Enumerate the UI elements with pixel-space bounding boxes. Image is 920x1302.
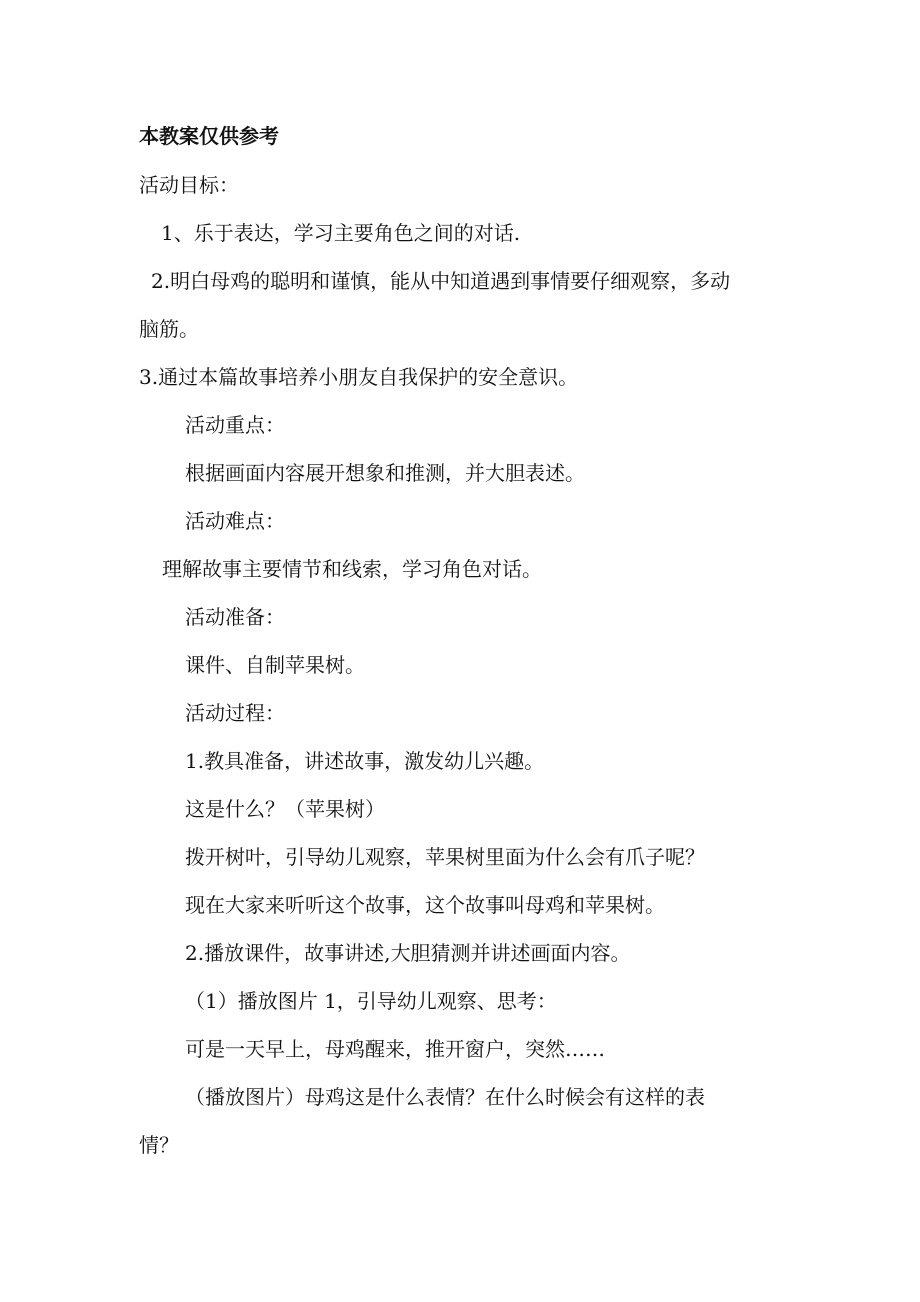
process-line: 现在大家来听听这个故事，这个故事叫母鸡和苹果树。 xyxy=(185,893,665,917)
process-line: （播放图片）母鸡这是什么表情？在什么时候会有这样的表 xyxy=(185,1085,705,1109)
process-line-continued: 情？ xyxy=(139,1133,179,1157)
process-line: 拨开树叶，引导幼儿观察，苹果树里面为什么会有爪子呢？ xyxy=(185,845,705,869)
process-substep-1: （1）播放图片 1，引导幼儿观察、思考： xyxy=(185,989,557,1013)
process-line: 可是一天早上，母鸡醒来，推开窗户，突然…… xyxy=(185,1037,605,1061)
goal-item-2-continued: 脑筋。 xyxy=(139,317,199,341)
section-heading-preparation: 活动准备： xyxy=(185,605,285,629)
difficulties-text: 理解故事主要情节和线索，学习角色对话。 xyxy=(162,557,542,581)
preparation-text: 课件、自制苹果树。 xyxy=(185,653,365,677)
key-points-text: 根据画面内容展开想象和推测，并大胆表述。 xyxy=(185,461,585,485)
document-title: 本教案仅供参考 xyxy=(139,124,279,148)
process-step-2: 2.播放课件，故事讲述,大胆猜测并讲述画面内容。 xyxy=(185,941,631,965)
goal-item-1: 1、乐于表达，学习主要角色之间的对话. xyxy=(161,221,521,245)
goal-item-2: 2.明白母鸡的聪明和谨慎，能从中知道遇到事情要仔细观察，多动 xyxy=(151,269,731,293)
goal-item-3: 3.通过本篇故事培养小朋友自我保护的安全意识。 xyxy=(139,365,579,389)
section-heading-difficulties: 活动难点： xyxy=(185,509,285,533)
section-heading-process: 活动过程： xyxy=(185,701,285,725)
process-line: 这是什么？（苹果树） xyxy=(185,797,385,821)
section-heading-goals: 活动目标： xyxy=(139,173,239,197)
section-heading-key-points: 活动重点： xyxy=(185,413,285,437)
process-step-1: 1.教具准备，讲述故事，激发幼儿兴趣。 xyxy=(185,749,545,773)
